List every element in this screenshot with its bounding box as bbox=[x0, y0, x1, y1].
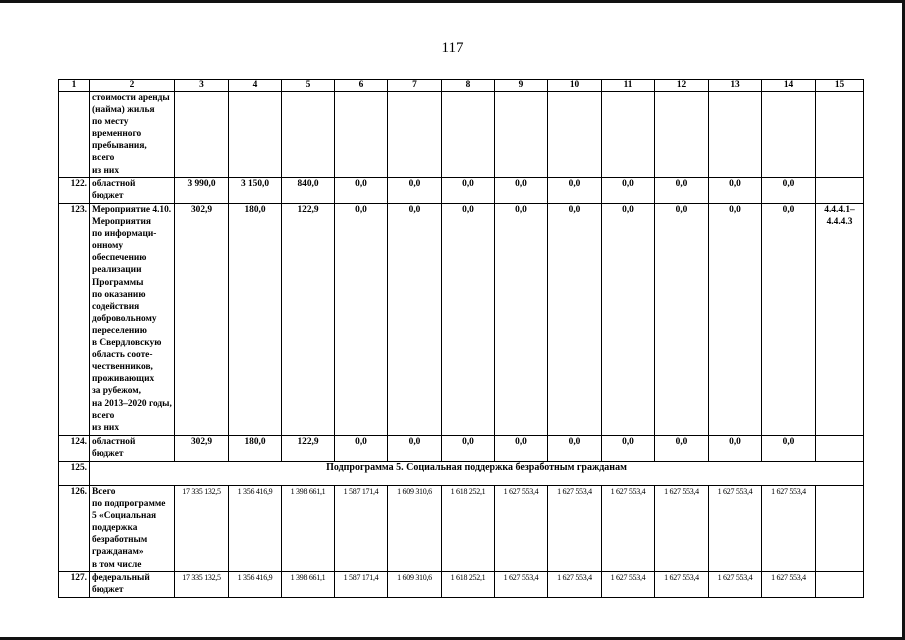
row-name: стоимости аренды (найма) жилья по месту временного пребывания, всего из них bbox=[90, 92, 175, 178]
value-cell bbox=[602, 92, 655, 178]
budget-table bbox=[58, 79, 864, 598]
value-cell: 1 627 553,4 bbox=[495, 486, 548, 572]
value-cell: 1 618 252,1 bbox=[442, 486, 495, 572]
value-cell: 0,0 bbox=[335, 436, 388, 462]
value-cell: 1 356 416,9 bbox=[229, 486, 282, 572]
header-cell: 10 bbox=[548, 80, 602, 92]
value-cell bbox=[442, 92, 495, 178]
row-name: областной бюджет bbox=[90, 178, 175, 204]
value-cell: 0,0 bbox=[655, 178, 709, 204]
value-cell: 17 335 132,5 bbox=[175, 486, 229, 572]
header-cell: 2 bbox=[90, 80, 175, 92]
value-cell: 122,9 bbox=[282, 204, 335, 436]
value-cell: 0,0 bbox=[548, 178, 602, 204]
value-cell: 180,0 bbox=[229, 204, 282, 436]
value-cell bbox=[709, 92, 762, 178]
value-cell: 0,0 bbox=[655, 204, 709, 436]
value-cell: 1 627 553,4 bbox=[655, 486, 709, 572]
value-cell: 1 609 310,6 bbox=[388, 572, 442, 598]
header-cell: 4 bbox=[229, 80, 282, 92]
value-cell bbox=[762, 92, 816, 178]
value-cell: 180,0 bbox=[229, 436, 282, 462]
value-cell: 1 609 310,6 bbox=[388, 486, 442, 572]
table-body bbox=[59, 80, 864, 598]
value-cell bbox=[495, 92, 548, 178]
value-cell: 3 150,0 bbox=[229, 178, 282, 204]
row-code bbox=[816, 436, 864, 462]
header-cell: 12 bbox=[655, 80, 709, 92]
value-cell: 3 990,0 bbox=[175, 178, 229, 204]
value-cell: 0,0 bbox=[709, 178, 762, 204]
value-cell: 1 627 553,4 bbox=[655, 572, 709, 598]
value-cell: 1 587 171,4 bbox=[335, 572, 388, 598]
value-cell: 0,0 bbox=[495, 436, 548, 462]
value-cell: 1 398 661,1 bbox=[282, 486, 335, 572]
row-number: 123. bbox=[59, 204, 90, 436]
value-cell: 0,0 bbox=[602, 178, 655, 204]
value-cell: 1 627 553,4 bbox=[762, 486, 816, 572]
value-cell: 0,0 bbox=[442, 204, 495, 436]
row-number: 125. bbox=[59, 462, 90, 486]
value-cell: 1 627 553,4 bbox=[602, 572, 655, 598]
row-number bbox=[59, 92, 90, 178]
value-cell: 302,9 bbox=[175, 436, 229, 462]
value-cell: 1 627 553,4 bbox=[495, 572, 548, 598]
value-cell: 1 587 171,4 bbox=[335, 486, 388, 572]
value-cell: 0,0 bbox=[388, 204, 442, 436]
value-cell: 1 356 416,9 bbox=[229, 572, 282, 598]
row-code: 4.4.4.1– 4.4.4.3 bbox=[816, 204, 864, 436]
header-cell: 9 bbox=[495, 80, 548, 92]
subprogram-title: Подпрограмма 5. Социальная поддержка безработным гражданам bbox=[90, 462, 864, 486]
table-row bbox=[59, 178, 864, 204]
value-cell: 0,0 bbox=[762, 436, 816, 462]
row-number: 127. bbox=[59, 572, 90, 598]
value-cell: 0,0 bbox=[655, 436, 709, 462]
header-cell: 1 bbox=[59, 80, 90, 92]
value-cell: 0,0 bbox=[548, 204, 602, 436]
value-cell: 0,0 bbox=[335, 178, 388, 204]
header-cell: 7 bbox=[388, 80, 442, 92]
value-cell bbox=[229, 92, 282, 178]
value-cell bbox=[175, 92, 229, 178]
value-cell: 302,9 bbox=[175, 204, 229, 436]
header-cell: 14 bbox=[762, 80, 816, 92]
value-cell: 1 618 252,1 bbox=[442, 572, 495, 598]
row-code bbox=[816, 572, 864, 598]
header-cell: 3 bbox=[175, 80, 229, 92]
value-cell bbox=[335, 92, 388, 178]
header-cell: 15 bbox=[816, 80, 864, 92]
subprogram-row bbox=[59, 462, 864, 486]
header-cell: 5 bbox=[282, 80, 335, 92]
header-cell: 13 bbox=[709, 80, 762, 92]
value-cell: 0,0 bbox=[602, 204, 655, 436]
value-cell: 0,0 bbox=[388, 436, 442, 462]
value-cell bbox=[655, 92, 709, 178]
row-code bbox=[816, 178, 864, 204]
value-cell: 0,0 bbox=[388, 178, 442, 204]
row-number: 122. bbox=[59, 178, 90, 204]
table-row bbox=[59, 436, 864, 462]
value-cell: 0,0 bbox=[709, 204, 762, 436]
table-row bbox=[59, 92, 864, 178]
table-row bbox=[59, 204, 864, 436]
page-number: 117 bbox=[441, 40, 464, 56]
value-cell: 122,9 bbox=[282, 436, 335, 462]
value-cell: 1 627 553,4 bbox=[762, 572, 816, 598]
row-name: федеральный бюджет bbox=[90, 572, 175, 598]
value-cell bbox=[282, 92, 335, 178]
row-name: Мероприятие 4.10. Мероприятия по информаци- онному обеспечению реализации Программы по оказанию содействия добровольному переселению в Свердловскую область сооте- чественников, проживающих за рубежом, на 2013–2020 годы, всего из них bbox=[90, 204, 175, 436]
header-cell: 11 bbox=[602, 80, 655, 92]
row-number: 124. bbox=[59, 436, 90, 462]
value-cell: 0,0 bbox=[495, 204, 548, 436]
header-cell: 6 bbox=[335, 80, 388, 92]
value-cell: 17 335 132,5 bbox=[175, 572, 229, 598]
scan-edge-top bbox=[0, 0, 905, 3]
value-cell: 0,0 bbox=[602, 436, 655, 462]
value-cell: 1 627 553,4 bbox=[548, 572, 602, 598]
value-cell: 1 627 553,4 bbox=[709, 572, 762, 598]
table-row bbox=[59, 486, 864, 572]
value-cell: 0,0 bbox=[762, 204, 816, 436]
row-code bbox=[816, 92, 864, 178]
row-code bbox=[816, 486, 864, 572]
value-cell: 0,0 bbox=[548, 436, 602, 462]
value-cell: 0,0 bbox=[762, 178, 816, 204]
value-cell: 0,0 bbox=[335, 204, 388, 436]
value-cell: 1 398 661,1 bbox=[282, 572, 335, 598]
row-name: Всего по подпрограмме 5 «Социальная поддержка безработным гражданам» в том числе bbox=[90, 486, 175, 572]
value-cell: 0,0 bbox=[495, 178, 548, 204]
row-number: 126. bbox=[59, 486, 90, 572]
value-cell: 1 627 553,4 bbox=[602, 486, 655, 572]
row-name: областной бюджет bbox=[90, 436, 175, 462]
value-cell bbox=[388, 92, 442, 178]
value-cell bbox=[548, 92, 602, 178]
value-cell: 0,0 bbox=[442, 178, 495, 204]
value-cell: 840,0 bbox=[282, 178, 335, 204]
value-cell: 0,0 bbox=[709, 436, 762, 462]
header-row bbox=[59, 80, 864, 92]
table-row bbox=[59, 572, 864, 598]
value-cell: 1 627 553,4 bbox=[548, 486, 602, 572]
value-cell: 1 627 553,4 bbox=[709, 486, 762, 572]
value-cell: 0,0 bbox=[442, 436, 495, 462]
header-cell: 8 bbox=[442, 80, 495, 92]
